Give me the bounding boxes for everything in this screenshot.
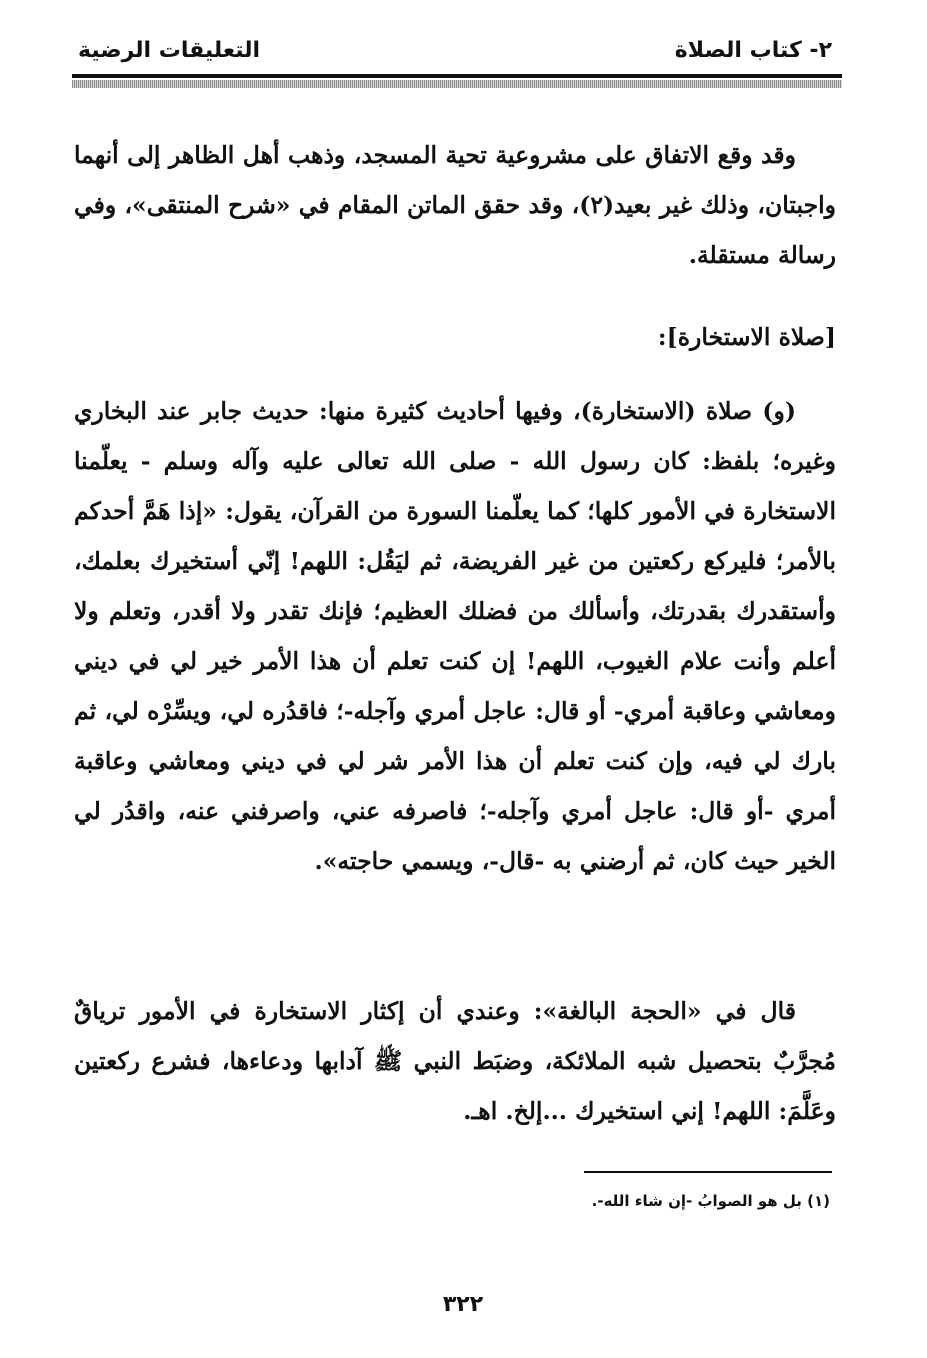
header-rule <box>72 74 842 78</box>
footnote-separator <box>584 1171 832 1173</box>
paragraph-tahiyyat-al-masjid: وقد وقع الاتفاق على مشروعية تحية المسجد، وذهب أهل الظاهر إلى أنهما واجبتان، وذلك غير بعيد(٢)، وقد حقق الماتن المقام في «شرح المنتقى»، وفي رسالة مستقلة. <box>74 141 836 269</box>
header-rule-shading <box>72 80 842 88</box>
header-book-title: التعليقات الرضية <box>78 38 261 63</box>
running-header <box>72 30 840 70</box>
section-heading-istikhara: [صلاة الاستخارة]: <box>657 323 836 351</box>
paragraph-hujjat-al-baligha: قال في «الحجة البالغة»: وعندي أن إكثار الاستخارة في الأمور ترياقٌ مُجرَّبٌ بتحصيل شبه الملائكة، وضبَط النبي ﷺ آدابها ودعاءها، فشرع ركعتين وعَلَّمَ: اللهم! إني استخيرك ...إلخ. اهـ. <box>74 997 836 1125</box>
page-number: ٣٢٢ <box>442 1292 484 1317</box>
footnote: (١) بل هو الصوابُ -إن شاء الله-. <box>591 1192 830 1210</box>
paragraph-istikhara-hadith: (و) صلاة (الاستخارة)، وفيها أحاديث كثيرة منها: حديث جابر عند البخاري وغيره؛ بلفظ: كان رسول الله - صلى الله تعالى عليه وآله وسلم - يعلّمنا الاستخارة في الأمور كلها؛ كما يعلّمنا السورة من القرآن، يقول: «إذا هَمَّ أحدكم بالأمر؛ فليركع ركعتين من غير الفريضة، ثم ليَقُل: اللهم! إنّي أستخيرك بعلمك، وأستقدرك بقدرتك، وأسألك من فضلك العظيم؛ فإنك تقدر ولا أقدر، وتعلم ولا أعلم وأنت علام الغيوب، اللهم! إن كنت تعلم أن هذا الأمر خير لي في ديني ومعاشي وعاقبة أمري- أو قال: عاجل أمري وآجله-؛ فاقدُره لي، ويسِّرْه لي، ثم بارك لي فيه، وإن كنت تعلم أن هذا الأمر شر لي في ديني ومعاشي وعاقبة أمري -أو قال: عاجل أمري وآجله-؛ فاصرفه عني، واصرفني عنه، واقدُر لي الخير حيث كان، ثم أرضني به -قال-، ويسمي حاجته». <box>74 397 836 875</box>
header-chapter-title: ٢- كتاب الصلاة <box>674 38 832 63</box>
